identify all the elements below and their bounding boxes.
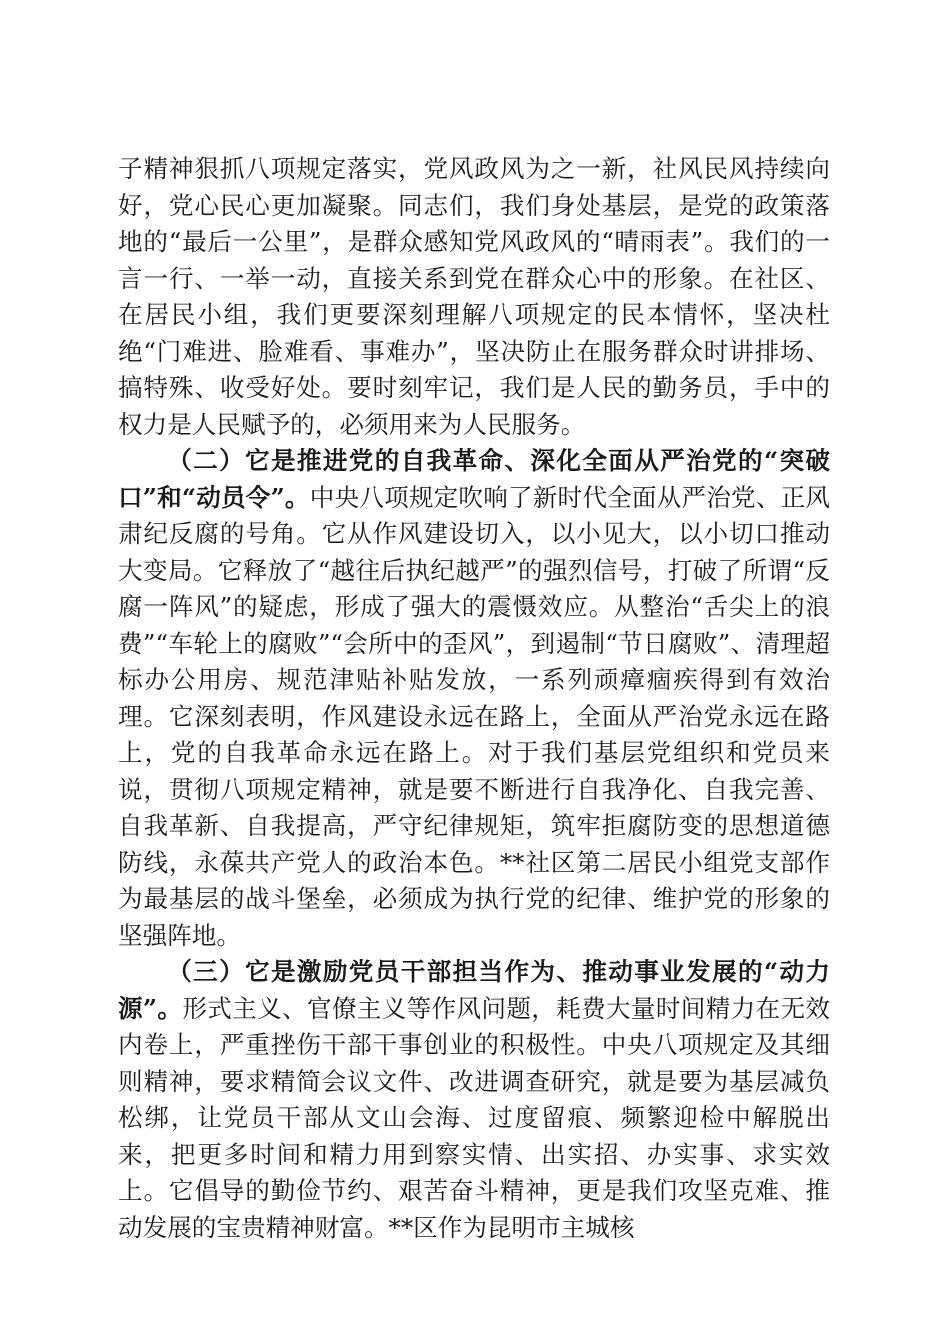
paragraph-section-3 (118, 954, 830, 1246)
section-heading: （三）它是激励党员干部担当作为、推动事业发展的“动力源”。 (118, 957, 830, 1023)
paragraph-text: 中央八项规定吹响了新时代全面从严治党、正风肃纪反腐的号角。它从作风建设切入，以小见大，以小切口推动大变局。它释放了“越往后执纪越严”的强烈信号，打破了所谓“反腐一阵风”的疑虑，形成了强大的震慑效应。从整治“舌尖上的浪费”“车轮上的腐败”“会所中的歪风”，到遏制“节日腐败”、清理超标办公用房、规范津贴补贴发放，一系列顽瘴痼疾得到有效治理。它深刻表明，作风建设永远在路上，全面从严治党永远在路上，党的自我革命永远在路上。对于我们基层党组织和党员来说，贯彻八项规定精神，就是要不断进行自我净化、自我完善、自我革新、自我提高，严守纪律规矩，筑牢拒腐防变的思想道德防线，永葆共产党人的政治本色。**社区第二居民小组党支部作为最基层的战斗堡垒，必须成为执行党的纪律、维护党的形象的坚强阵地。 (118, 482, 830, 950)
paragraph-text: 形式主义、官僚主义等作风问题，耗费大量时间精力在无效内卷上，严重挫伤干部干事创业的积极性。中央八项规定及其细则精神，要求精简会议文件、改进调查研究，就是要为基层减负松绑，让党员干部从文山会海、过度留痕、频繁迎检中解脱出来，把更多时间和精力用到察实情、出实招、办实事、求实效上。它倡导的勤俭节约、艰苦奋斗精神，更是我们攻坚克难、推动发展的宝贵精神财富。**区作为昆明市主城核 (118, 993, 830, 1242)
section-heading: （二）它是推进党的自我革命、深化全面从严治党的“突破口”和“动员令”。 (118, 446, 830, 512)
paragraph-section-2 (118, 443, 830, 954)
paragraph-text: 子精神狠抓八项规定落实，党风政风为之一新，社风民风持续向好，党心民心更加凝聚。同志们，我们身处基层，是党的政策落地的“最后一公里”，是群众感知党风政风的“晴雨表”。我们的一言一行、一举一动，直接关系到党在群众心中的形象。在社区、在居民小组，我们更要深刻理解八项规定的民本情怀，坚决杜绝“门难进、脸难看、事难办”，坚决防止在服务群众时讲排场、搞特殊、收受好处。要时刻牢记，我们是人民的勤务员，手中的权力是人民赋予的，必须用来为人民服务。 (118, 154, 830, 439)
document-body (118, 151, 830, 1246)
paragraph-continuation (118, 151, 830, 443)
